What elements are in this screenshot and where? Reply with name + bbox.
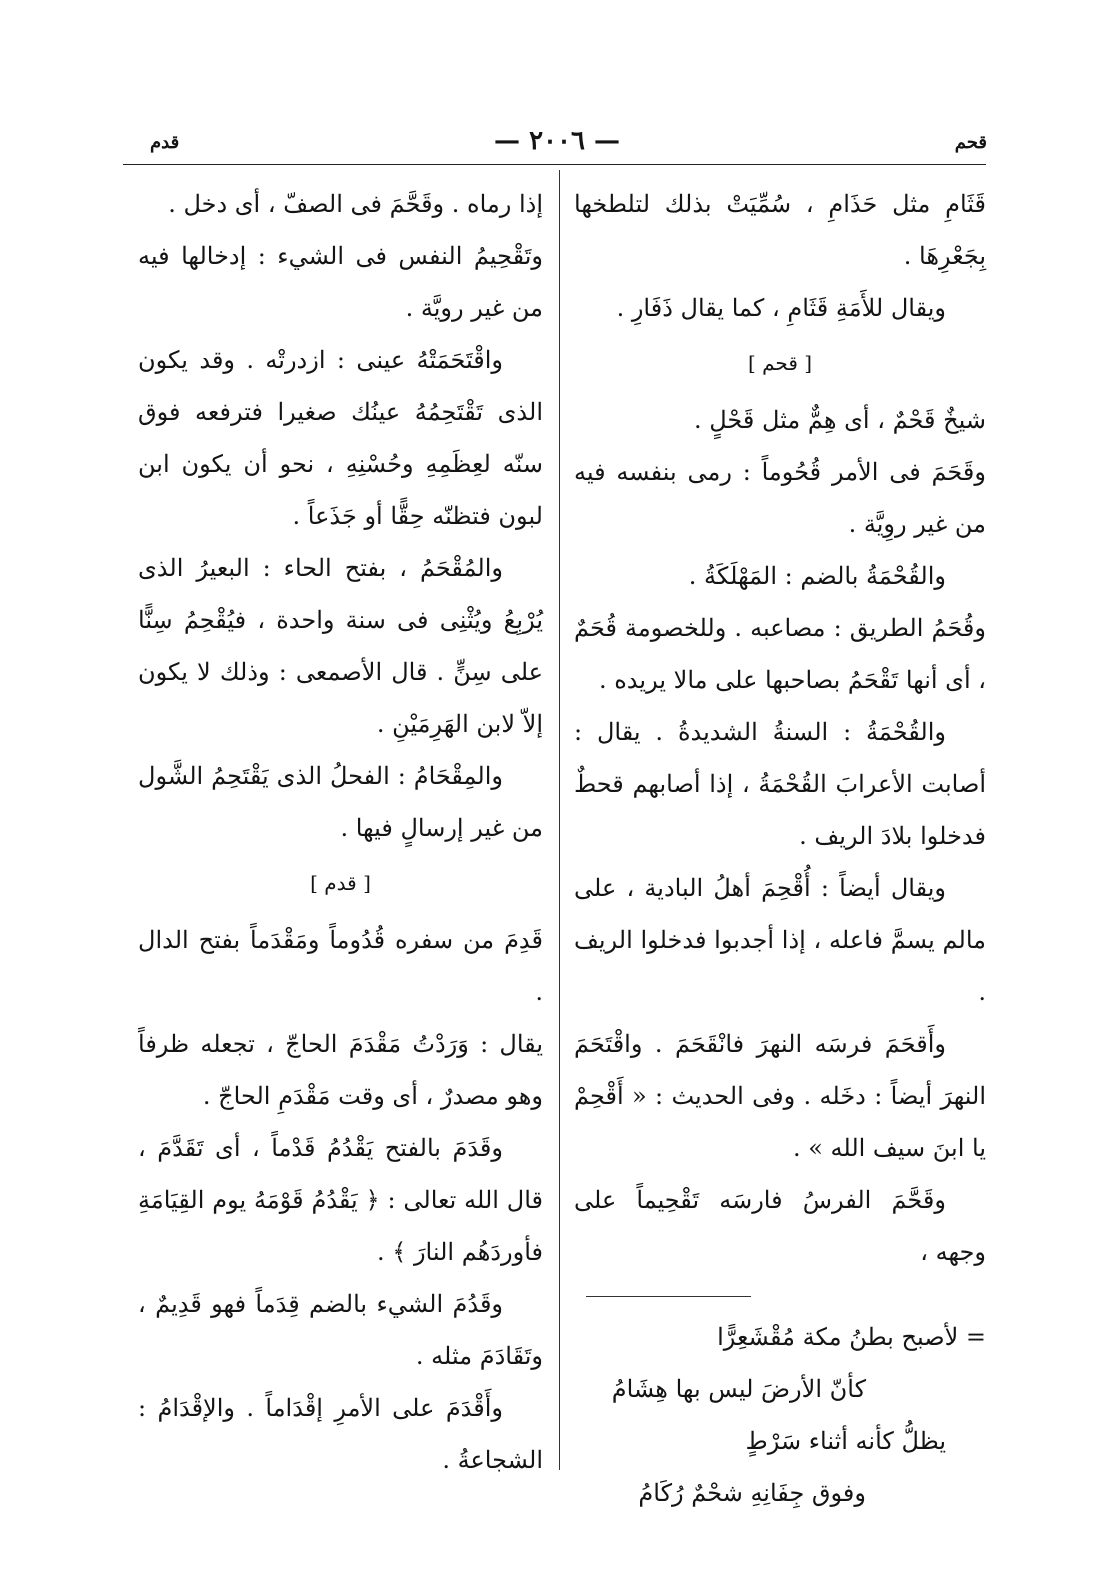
header-rule	[123, 164, 986, 165]
running-head-left: قدم	[150, 132, 180, 153]
entry-text: يقال : وَرَدْتُ مَقْدَمَ الحاجّ ، تجعله ظرفاً وهو مصدرٌ ، أى وقت مَقْدَمِ الحاجّ .	[138, 1030, 543, 1110]
footnote-rule	[586, 1296, 751, 1297]
poem-verse: كأنّ الأرضَ ليس بها هِشَامُ	[611, 1375, 866, 1403]
poem-verse: = لأصبح بطنُ مكة مُقْشَعِرًّا	[717, 1323, 986, 1351]
poem-verse: يظلُّ كأنه أثناء سَرْطٍ	[745, 1427, 946, 1455]
entry-text: وقَحَمَ فى الأمر قُحُوماً : رمى بنفسه فيه من غير روِيَّة .	[574, 458, 986, 538]
left-column	[138, 178, 543, 1486]
page-number: — ٢٠٠٦ —	[494, 126, 620, 156]
entry-text: شيخٌ قَحْمٌ ، أى هِمٌّ مثل قَحْلٍ .	[693, 406, 986, 434]
entry-text: والمِقْحَامُ : الفحلُ الذى يَقْتَحِمُ الشَّول من غير إرسالٍ فيها .	[138, 762, 543, 842]
entry-text: إذا رماه . وقَحَّمَ فى الصفّ ، أى دخل .	[168, 190, 543, 218]
entry-text: ويقال أيضاً : أُقْحِمَ أهلُ البادية ، على مالم يسمَّ فاعله ، إذا أجدبوا فدخلوا الريف .	[574, 874, 986, 1006]
right-column	[574, 178, 986, 1519]
section-heading-qadam: [ قدم ]	[310, 871, 371, 895]
entry-text: وقَحَّمَ الفرسُ فارسَه تَقْحِيماً على وجهه ،	[574, 1186, 986, 1266]
poem-verse: وفوق جِفَانِهِ شحْمٌ رُكَامُ	[638, 1479, 866, 1507]
running-head-right: قحم	[954, 132, 987, 153]
entry-text: واقْتَحَمَتْهُ عينى : ازدرتْه . وقد يكون الذى تَقْتَحِمُهُ عينُك صغيرا فترفعه فوق سنّه لعِظَمِهِ وحُسْنِهِ ، نحو أن يكون ابن لبون فتظنّه حِقًّا أو جَذَعاً .	[138, 346, 543, 530]
entry-text: ويقال للأَمَةِ قَثَامِ ، كما يقال ذَفَارِ .	[616, 294, 946, 322]
entry-text: وقَدَمَ بالفتح يَقْدُمُ قَدْماً ، أى تَقَدَّمَ ، قال الله تعالى : ﴿ يَقْدُمُ قَوْمَهُ يوم القِيَامَةِ فأوردَهُم النارَ ﴾ .	[138, 1134, 543, 1266]
entry-text: قَثَامِ مثل حَذَامِ ، سُمِّيَتْ بذلك لتلطخها بِجَعْرِهَا .	[574, 190, 986, 270]
entry-text: والقُحْمَةُ : السنةُ الشديدةُ . يقال : أصابت الأعرابَ القُحْمَةُ ، إذا أصابهم قحطٌ فدخلوا بلادَ الريف .	[574, 718, 986, 850]
entry-text: قَدِمَ من سفره قُدُوماً ومَقْدَماً بفتح الدال .	[138, 926, 543, 1006]
section-heading-qahm: [ قحم ]	[747, 351, 813, 375]
column-divider	[559, 170, 560, 1470]
entry-text: وأَقحَمَ فرسَه النهرَ فانْقَحَمَ . واقْتَحَمَ النهرَ أيضاً : دخَله . وفى الحديث : « أَقْحِمْ يا ابنَ سيف الله » .	[574, 1030, 986, 1162]
entry-text: والمُقْحَمُ ، بفتح الحاء : البعيرُ الذى يُرْبِعُ ويُثْنِى فى سنة واحدة ، فيُقْحِمُ سِنًّا على سِنٍّ . قال الأصمعى : وذلك لا يكون إلاّ لابن الهَرِمَيْنِ .	[138, 554, 543, 738]
entry-text: وقُحَمُ الطريق : مصاعبه . وللخصومة قُحَمٌ ، أى أنها تَقْحَمُ بصاحبها على مالا يريده .	[574, 614, 986, 694]
entry-text: والقُحْمَةُ بالضم : المَهْلَكَةُ .	[688, 562, 946, 590]
entry-text: وأَقْدَمَ على الأمرِ إقْدَاماً . والإقْدَامُ : الشجاعةُ .	[138, 1394, 543, 1474]
entry-text: وقَدُمَ الشيء بالضم قِدَماً فهو قَدِيمٌ ، وتَقَادَمَ مثله .	[138, 1290, 543, 1370]
entry-text: وتَقْحِيمُ النفس فى الشيء : إدخالها فيه من غير رويَّة .	[138, 242, 543, 322]
